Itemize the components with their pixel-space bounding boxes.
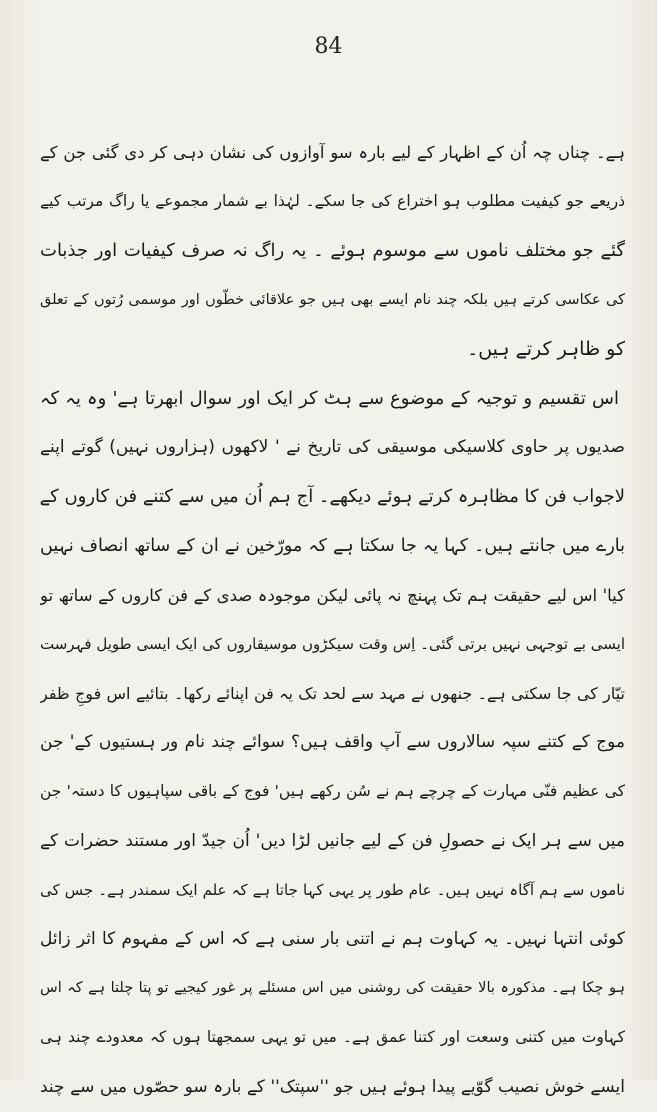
text-line: ایسی بے توجہی نہیں برتی گئی۔ اِس وقت سیکڑوں موسیقاروں کی ایک ایسی طویل فہرست bbox=[40, 634, 625, 653]
text-line: ایسے خوش نصیب گوّیے پیدا ہوئے ہیں جو ''سپتک'' کے بارہ سو حصّوں میں سے چند bbox=[40, 1076, 625, 1097]
text-line: کہاوت میں کتنی وسعت اور کتنا عمق ہے۔ میں تو یہی سمجھتا ہوں کہ معدودے چند ہی bbox=[40, 1028, 625, 1047]
text-line: بارے میں جانتے ہیں۔ کہا یہ جا سکتا ہے کہ مورّخین نے ان کے ساتھ انصاف نہیں bbox=[40, 535, 625, 556]
text-line: گئے جو مختلف ناموں سے موسوم ہوئے ۔ یہ راگ نہ صرف کیفیات اور جذبات bbox=[40, 240, 625, 262]
body-text bbox=[40, 128, 625, 1112]
text-line: میں سے ہر ایک نے حصولِ فن کے لیے جانیں لڑا دیں' اُن جیدّ اور مستند حضرات کے bbox=[40, 830, 625, 851]
text-line: تیّار کی جا سکتی ہے۔ جنھوں نے مہد سے لحد تک یہ فن اپنائے رکھا۔ بتائیے اس فوجِ ظفر bbox=[40, 684, 625, 704]
text-line: ناموں سے ہم آگاہ نہیں ہیں۔ عام طور پر یہی کہا جاتا ہے کہ علم ایک سمندر ہے۔ جس کی bbox=[40, 880, 625, 899]
paragraph-start: اس تقسیم و توجیہ کے موضوع سے ہٹ کر ایک اور سوال ابھرتا ہے' وہ یہ کہ bbox=[40, 387, 619, 409]
text-line: کو ظاہر کرتے ہیں۔ bbox=[467, 337, 625, 360]
page-number: 84 bbox=[314, 34, 343, 59]
text-line: ہے۔ چناں چہ اُن کے اظہار کے لیے بارہ سو آوازوں کی نشان دہی کر دی گئی جن کے bbox=[40, 143, 625, 162]
text-line: کی عظیم فنّی مہارت کے چرچے ہم نے سُن رکھے ہیں' فوج کے باقی سپاہیوں کا دستہ' جن bbox=[40, 782, 625, 801]
text-line: صدیوں پر حاوی کلاسیکی موسیقی کی تاریخ نے ' لاکھوں (ہزاروں نہیں) گوتے اپنے bbox=[40, 437, 625, 458]
text-line: ہو چکا ہے۔ مذکورہ بالا حقیقت کی روشنی میں اس مسئلے پر غور کیجیے تو پتا چلتا ہے کہ اس bbox=[40, 980, 625, 997]
text-line: ذریعے جو کیفیت مطلوب ہو اختراع کی جا سکے۔ لہٰذا بے شمار مجموعے یا راگ مرتب کیے bbox=[40, 192, 625, 211]
text-line: کیا' اس لیے حقیقت ہم تک پہنچ نہ پائی لیکن موجودہ صدی کے فن کاروں کے ساتھ تو bbox=[40, 585, 625, 605]
text-line: کوئی انتہا نہیں۔ یہ کہاوت ہم نے اتنی بار سنی ہے کہ اس کے مفہوم کا اثر زائل bbox=[40, 929, 625, 949]
text-line: لاجواب فن کا مظاہرہ کرتے ہوئے دیکھے۔ آج ہم اُن میں سے کتنے فن کاروں کے bbox=[40, 486, 625, 508]
text-line: موج کے کتنے سپہ سالاروں سے آپ واقف ہیں؟ سوائے چند نام ور ہستیوں کے' جن bbox=[40, 732, 625, 753]
text-line: کی عکاسی کرتے ہیں بلکہ چند نام ایسے بھی ہیں جو علاقائی خطّوں اور موسمی رُتوں کے تعلق bbox=[40, 291, 625, 308]
